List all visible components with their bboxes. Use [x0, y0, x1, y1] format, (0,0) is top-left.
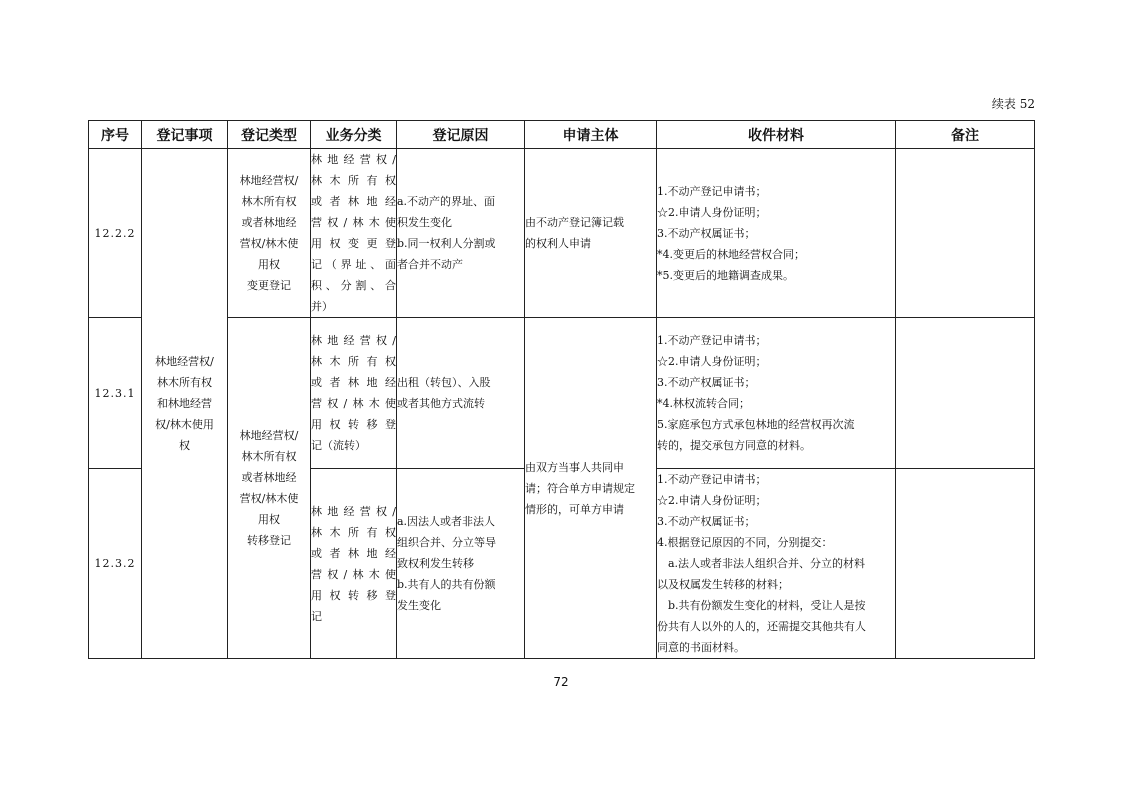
registration-table [88, 120, 1035, 659]
header-no: 序号 [89, 121, 142, 149]
remark-cell [896, 318, 1035, 469]
material-line: 3.不动产权属证书； [657, 226, 756, 240]
type-line: 变更登记 [247, 279, 291, 292]
type-line: 林木所有权 [241, 195, 297, 208]
material-line: *4.林权流转合同； [657, 397, 750, 410]
row-number: 12.3.1 [89, 318, 142, 469]
registration-item-line: 林地经营权/ [155, 355, 214, 368]
material-line: 同意的书面材料。 [657, 641, 745, 654]
reason-line: b.共有人的共有份额 [397, 578, 496, 591]
page-number: 72 [553, 675, 569, 689]
reason-cell [397, 318, 525, 469]
category-line: 林木所有权 [311, 525, 396, 539]
material-line: 4.根据登记原因的不同，分别提交： [657, 536, 833, 549]
materials-cell [657, 149, 896, 318]
row-number: 12.3.2 [89, 469, 142, 659]
registration-item-line: 和林地经营 [157, 397, 212, 410]
category-line: 林地经营权/ [311, 504, 396, 518]
remark-cell [896, 469, 1035, 659]
reason-cell [397, 149, 525, 318]
reason-line: 或者其他方式流转 [397, 397, 485, 410]
reason-line: 组织合并、分立等导 [397, 536, 496, 549]
category-line: 林地经营权/ [311, 153, 396, 166]
category-line: 用权变更登 [311, 237, 396, 250]
remark-cell [896, 149, 1035, 318]
material-line: 转的，提交承包方同意的材料。 [657, 439, 811, 452]
table-row [89, 318, 1035, 469]
reason-line: 发生变化 [397, 599, 441, 612]
type-line: 或者林地经 [241, 471, 297, 484]
registration-item-line: 林木所有权 [157, 376, 212, 389]
category-cell [311, 318, 397, 469]
category-line: 或者林地经 [311, 546, 396, 560]
material-line: 以及权属发生转移的材料； [657, 578, 789, 591]
category-line: 或者林地经 [311, 195, 396, 208]
header-type: 登记类型 [228, 121, 311, 149]
row-number: 12.2.2 [89, 149, 142, 318]
registration-item-line: 权 [179, 439, 190, 452]
category-line: 林地经营权/ [311, 334, 396, 347]
reason-line: 出租（转包）、入股 [397, 376, 491, 389]
reason-line: b.同一权利人分割或 [397, 237, 496, 250]
header-applicant: 申请主体 [525, 121, 657, 149]
reason-line: a.不动产的界址、面 [397, 195, 496, 208]
category-line: 记（流转） [311, 439, 366, 452]
table-row [89, 149, 1035, 318]
header-remark: 备注 [896, 121, 1035, 149]
material-line: b.共有份额发生变化的材料，受让人是按 [668, 599, 866, 612]
category-cell [311, 149, 397, 318]
materials-cell [657, 318, 896, 469]
applicant-line: 由双方当事人共同申 [525, 460, 624, 474]
type-line: 林地经营权/ [239, 429, 299, 442]
category-line: 记（界址、面 [311, 258, 396, 271]
category-line: 林木所有权 [311, 174, 396, 187]
reason-cell [397, 469, 525, 659]
header-item: 登记事项 [142, 121, 228, 149]
type-line: 或者林地经 [241, 216, 297, 229]
material-line: 1.不动产登记申请书； [657, 473, 767, 486]
category-line: 并） [311, 300, 333, 313]
applicant-line: 请；符合单方申请规定 [525, 481, 635, 495]
category-line: 用权转移登 [311, 418, 396, 431]
category-line: 营权/林木使 [311, 567, 396, 581]
material-line: a.法人或者非法人组织合并、分立的材料 [668, 557, 866, 570]
category-line: 记 [311, 609, 322, 623]
type-line: 林地经营权/ [239, 174, 299, 187]
material-line: ☆2.申请人身份证明； [657, 355, 767, 368]
reason-line: 积发生变化 [397, 216, 452, 229]
reason-line: a.因法人或者非法人 [397, 515, 496, 528]
material-line: *4.变更后的林地经营权合同； [657, 247, 805, 261]
applicant-line: 情形的，可单方申请 [525, 502, 624, 516]
materials-cell [657, 469, 896, 659]
continuation-label: 续表 52 [991, 97, 1035, 111]
header-category: 业务分类 [311, 121, 397, 149]
material-line: *5.变更后的地籍调查成果。 [657, 268, 794, 282]
type-line: 转移登记 [247, 534, 291, 547]
material-line: 3.不动产权属证书； [657, 376, 756, 389]
category-line: 积、分割、合 [311, 279, 396, 292]
material-line: 5.家庭承包方式承包林地的经营权再次流 [657, 418, 855, 431]
category-line: 林木所有权 [311, 355, 396, 368]
applicant-cell [525, 149, 657, 318]
type-line: 用权 [258, 513, 280, 526]
category-cell [311, 469, 397, 659]
category-line: 或者林地经 [311, 376, 396, 389]
material-line: 1.不动产登记申请书； [657, 334, 767, 347]
type-line: 林木所有权 [241, 450, 297, 463]
header-reason: 登记原因 [397, 121, 525, 149]
type-line: 营权/林木使 [239, 492, 299, 505]
applicant-line: 由不动产登记簿记载 [525, 216, 624, 229]
reason-line: 致权利发生转移 [397, 557, 474, 570]
material-line: 3.不动产权属证书； [657, 515, 756, 528]
category-line: 营权/林木使 [311, 216, 396, 229]
header-materials: 收件材料 [657, 121, 896, 149]
material-line: ☆2.申请人身份证明； [657, 205, 767, 219]
header-row [89, 121, 1035, 149]
category-line: 营权/林木使 [311, 397, 396, 410]
registration-item-cell [142, 149, 228, 659]
registration-item-line: 权/林木使用 [155, 418, 214, 431]
applicant-cell [525, 318, 657, 659]
category-line: 用权转移登 [311, 588, 396, 602]
material-line: 份共有人以外的人的，还需提交其他共有人 [657, 620, 866, 633]
applicant-line: 的权利人申请 [525, 237, 591, 250]
registration-type-cell [228, 149, 311, 318]
type-line: 营权/林木使 [239, 237, 299, 250]
type-line: 用权 [258, 258, 280, 271]
registration-type-cell [228, 318, 311, 659]
reason-line: 者合并不动产 [397, 258, 463, 271]
material-line: 1.不动产登记申请书； [657, 184, 767, 198]
material-line: ☆2.申请人身份证明； [657, 494, 767, 507]
